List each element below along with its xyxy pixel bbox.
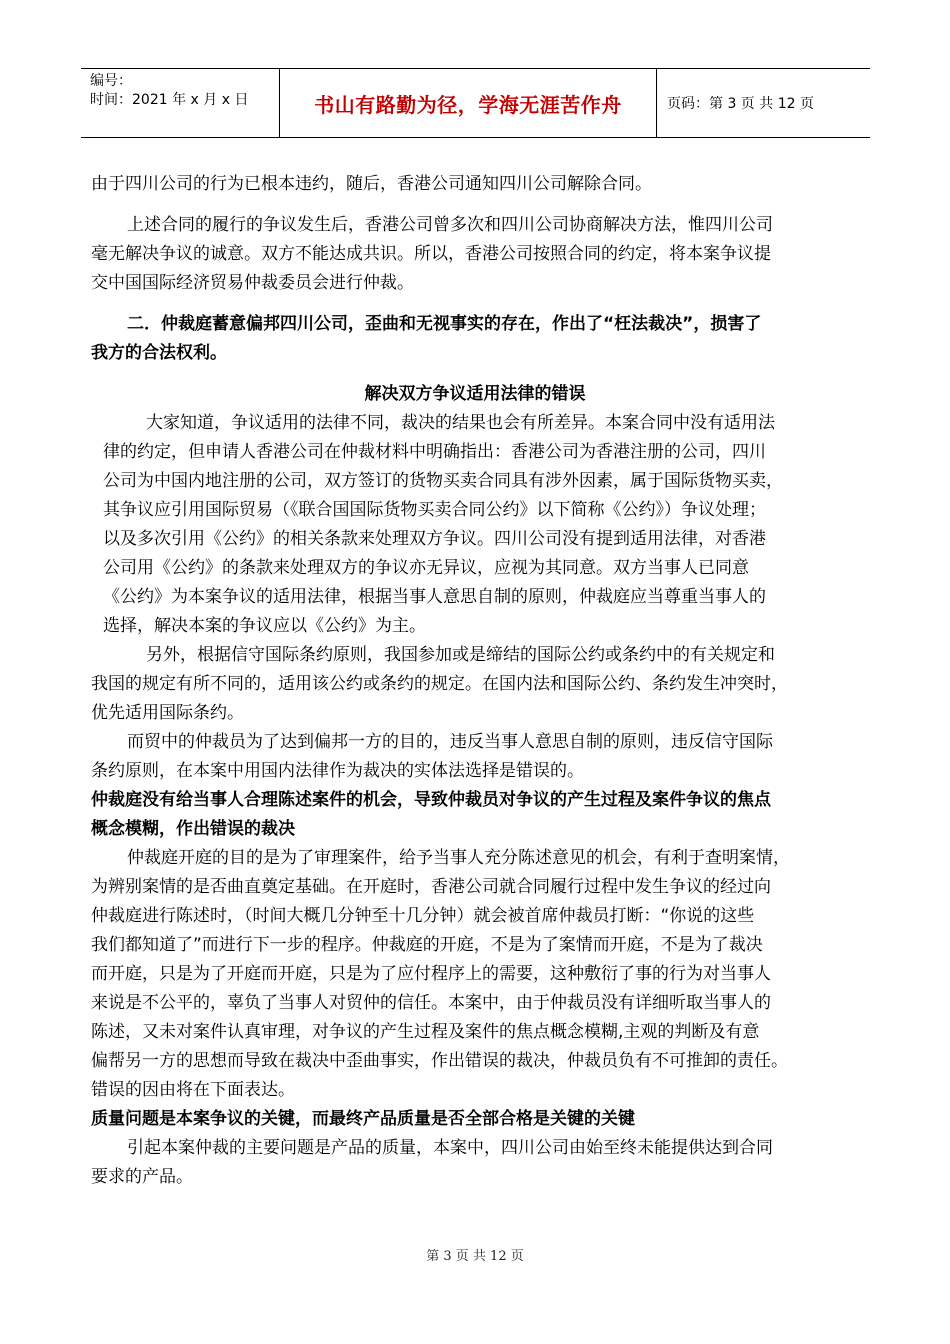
body-line: 公司为中国内地注册的公司，双方签订的货物买卖合同具有涉外因素，属于国际货物买卖，: [103, 471, 783, 491]
body-line: 为辨别案情的是否曲直奠定基础。在开庭时，香港公司就合同履行过程中发生争议的经过向: [91, 877, 771, 897]
header-page-label: 页码：第 3 页 共 12 页: [667, 96, 814, 112]
body-line: 而贸中的仲裁员为了达到偏邦一方的目的，违反当事人意思自制的原则，违反信守国际: [127, 732, 773, 752]
body-line: 仲裁庭开庭的目的是为了审理案件，给予当事人充分陈述意见的机会，有利于查明案情，: [127, 848, 790, 868]
document-body: [91, 170, 859, 1192]
document-date-label: 时间：2021 年 x 月 x 日: [90, 92, 249, 108]
body-line: 毫无解决争议的诚意。双方不能达成共识。所以，香港公司按照合同的约定，将本案争议提: [91, 244, 771, 264]
header-motto: 书山有路勤为径，学海无涯苦作舟: [280, 69, 657, 137]
body-line: 大家知道，争议适用的法律不同，裁决的结果也会有所差异。本案合同中没有适用法: [146, 413, 775, 433]
section-heading: 二．仲裁庭蓄意偏邦四川公司，歪曲和无视事实的存在，作出了“枉法裁决”，损害了: [127, 314, 762, 334]
body-line: 上述合同的履行的争议发生后，香港公司曾多次和四川公司协商解决方法，惟四川公司: [127, 215, 773, 235]
header-meta: [81, 69, 280, 137]
body-line: 仲裁庭进行陈述时，（时间大概几分钟至十几分钟）就会被首席仲裁员打断：“你说的这些: [91, 906, 755, 926]
page-footer: 第 3 页 共 12 页: [426, 1249, 524, 1264]
body-line: 优先适用国际条约。: [91, 703, 244, 723]
section-heading: 概念模糊，作出错误的裁决: [91, 819, 295, 839]
section-heading: 质量问题是本案争议的关键，而最终产品质量是否全部合格是关键的关键: [91, 1109, 635, 1129]
body-line: 由于四川公司的行为已根本违约，随后，香港公司通知四川公司解除合同。: [91, 174, 652, 194]
body-line: 偏帮另一方的思想而导致在裁决中歪曲事实，作出错误的裁决，仲裁员负有不可推卸的责任。: [91, 1051, 788, 1071]
section-heading: 我方的合法权利。: [91, 343, 227, 363]
body-line: 以及多次引用《公约》的相关条款来处理双方争议。四川公司没有提到适用法律，对香港: [103, 529, 766, 549]
body-line: 其争议应引用国际贸易（《联合国国际货物买卖合同公约》以下简称《公约》）争议处理；: [103, 500, 766, 520]
body-line: 律的约定，但申请人香港公司在仲裁材料中明确指出：香港公司为香港注册的公司，四川: [103, 442, 766, 462]
body-line: 公司用《公约》的条款来处理双方的争议亦无异议，应视为其同意。双方当事人已同意: [103, 558, 749, 578]
body-line: 陈述，又未对案件认真审理，对争议的产生过程及案件的焦点概念模糊,主观的判断及有意: [91, 1022, 760, 1042]
body-line: 引起本案仲裁的主要问题是产品的质量，本案中，四川公司由始至终未能提供达到合同: [127, 1138, 773, 1158]
subsection-title: 解决双方争议适用法律的错误: [364, 384, 586, 404]
body-line: 错误的因由将在下面表达。: [91, 1080, 295, 1100]
body-line: 条约原则，在本案中用国内法律作为裁决的实体法选择是错误的。: [91, 761, 584, 781]
document-number-label: 编号：: [90, 73, 132, 89]
body-line: 另外，根据信守国际条约原则，我国参加或是缔结的国际公约或条约中的有关规定和: [146, 645, 775, 665]
body-line: 要求的产品。: [91, 1167, 193, 1187]
body-line: 选择，解决本案的争议应以《公约》为主。: [103, 616, 426, 636]
body-line: 交中国国际经济贸易仲裁委员会进行仲裁。: [91, 273, 414, 293]
section-heading: 仲裁庭没有给当事人合理陈述案件的机会，导致仲裁员对争议的产生过程及案件争议的焦点: [91, 790, 771, 810]
body-line: 我国的规定有所不同的，适用该公约或条约的规定。在国内法和国际公约、条约发生冲突时，: [91, 674, 788, 694]
document-header: [81, 68, 870, 138]
body-line: 我们都知道了”而进行下一步的程序。仲裁庭的开庭，不是为了案情而开庭，不是为了裁决: [91, 935, 763, 955]
body-line: 而开庭，只是为了开庭而开庭，只是为了应付程序上的需要，这种敷衍了事的行为对当事人: [91, 964, 771, 984]
body-line: 《公约》为本案争议的适用法律，根据当事人意思自制的原则，仲裁庭应当尊重当事人的: [103, 587, 766, 607]
body-line: 来说是不公平的，辜负了当事人对贸仲的信任。本案中，由于仲裁员没有详细听取当事人的: [91, 993, 771, 1013]
